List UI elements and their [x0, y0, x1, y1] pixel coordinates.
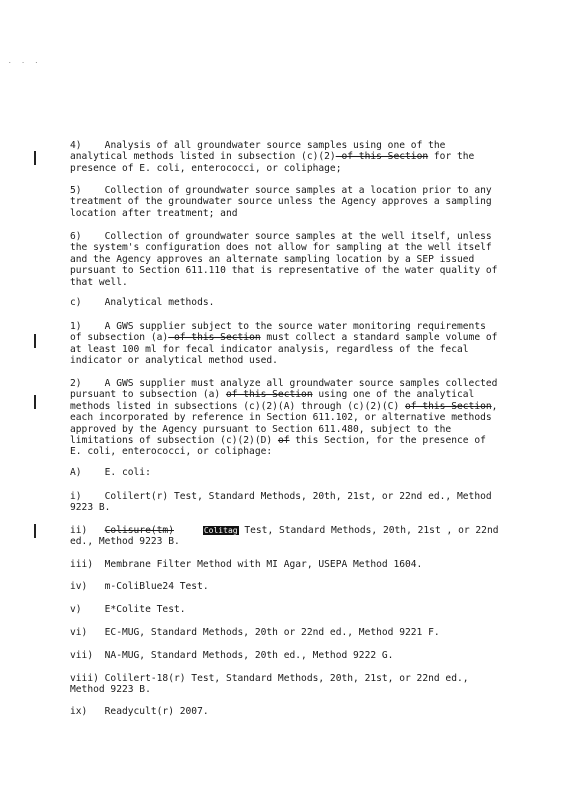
paragraph-4: 4) Analysis of all groundwater source samples using one of the analytical methods listed in subsection (c)(2) of this Section for the presence of E. coli, enterococci, or coliphage;: [70, 140, 481, 174]
item-v: v) E*Colite Test.: [70, 604, 186, 615]
revision-bar: [34, 395, 36, 409]
corner-mark: . . .: [8, 58, 42, 65]
item-vi: vi) EC-MUG, Standard Methods, 20th or 22nd ed., Method 9221 F.: [70, 627, 440, 638]
struck-text: of: [277, 435, 290, 447]
paragraph-5: 5) Collection of groundwater source samples at a location prior to any treatment of the groundwater source unless the Agency approves a sampling location after treatment; and: [70, 185, 498, 219]
item-A: A) E. coli:: [70, 467, 151, 478]
struck-text: Colisure(tm): [104, 525, 174, 536]
item-iv: iv) m-ColiBlue24 Test.: [70, 581, 209, 592]
revision-bar: [34, 524, 36, 538]
item-ix: ix) Readycult(r) 2007.: [70, 706, 209, 717]
item-vii: vii) NA-MUG, Standard Methods, 20th ed., Method 9222 G.: [70, 650, 394, 661]
paragraph-6: 6) Collection of groundwater source samples at the well itself, unless the system's configuration does not allow for sampling at the well itself and the Agency approves an alternate sampling location by a SEP issued pursuant to Section 611.110 that is representative of the water quality of that well.: [70, 231, 504, 288]
paragraph-c1: 1) A GWS supplier subject to the source water monitoring requirements of subsection (a) of this Section must collect a standard sample volume of at least 100 ml for fecal indicator analysis, regardless of the fecal indicator or analytical method used.: [70, 321, 504, 367]
struck-text: of this Section: [335, 151, 429, 163]
struck-text: of this Section: [168, 332, 261, 344]
struck-text: of this Section: [225, 389, 313, 401]
item-iii: iii) Membrane Filter Method with MI Agar, USEPA Method 1604.: [70, 559, 423, 570]
item-viii: viii) Colilert-18(r) Test, Standard Methods, 20th, 21st, or 22nd ed., Method 9223 B.: [70, 673, 475, 696]
section-c-heading: c) Analytical methods.: [70, 297, 215, 308]
revision-bar: [34, 334, 36, 348]
struck-text: of this Section: [405, 400, 492, 412]
paragraph-c2: 2) A GWS supplier must analyze all groundwater source samples collected pursuant to subsection (a) of this Section using one of the analytical methods listed in subsections (c)(2)(A) through (c)(2)(C) of this Section, each incorporated by reference in Section 611.102, or alternative methods approved by the Agency pursuant to Section 611.480, subject to the limitations of subsection (c)(2)(D) of this Section, for the presence of E. coli, enterococci, or coliphage:: [70, 378, 504, 458]
item-i: i) Colilert(r) Test, Standard Methods, 20th, 21st, or 22nd ed., Method 9223 B.: [70, 491, 498, 514]
revision-bar: [34, 151, 36, 165]
highlighted-text: Colitag: [203, 526, 238, 535]
item-ii: ii) Colisure(tm) Colitag Test, Standard Methods, 20th, 21st , or 22nd ed., Method 9223 B.: [70, 525, 505, 548]
